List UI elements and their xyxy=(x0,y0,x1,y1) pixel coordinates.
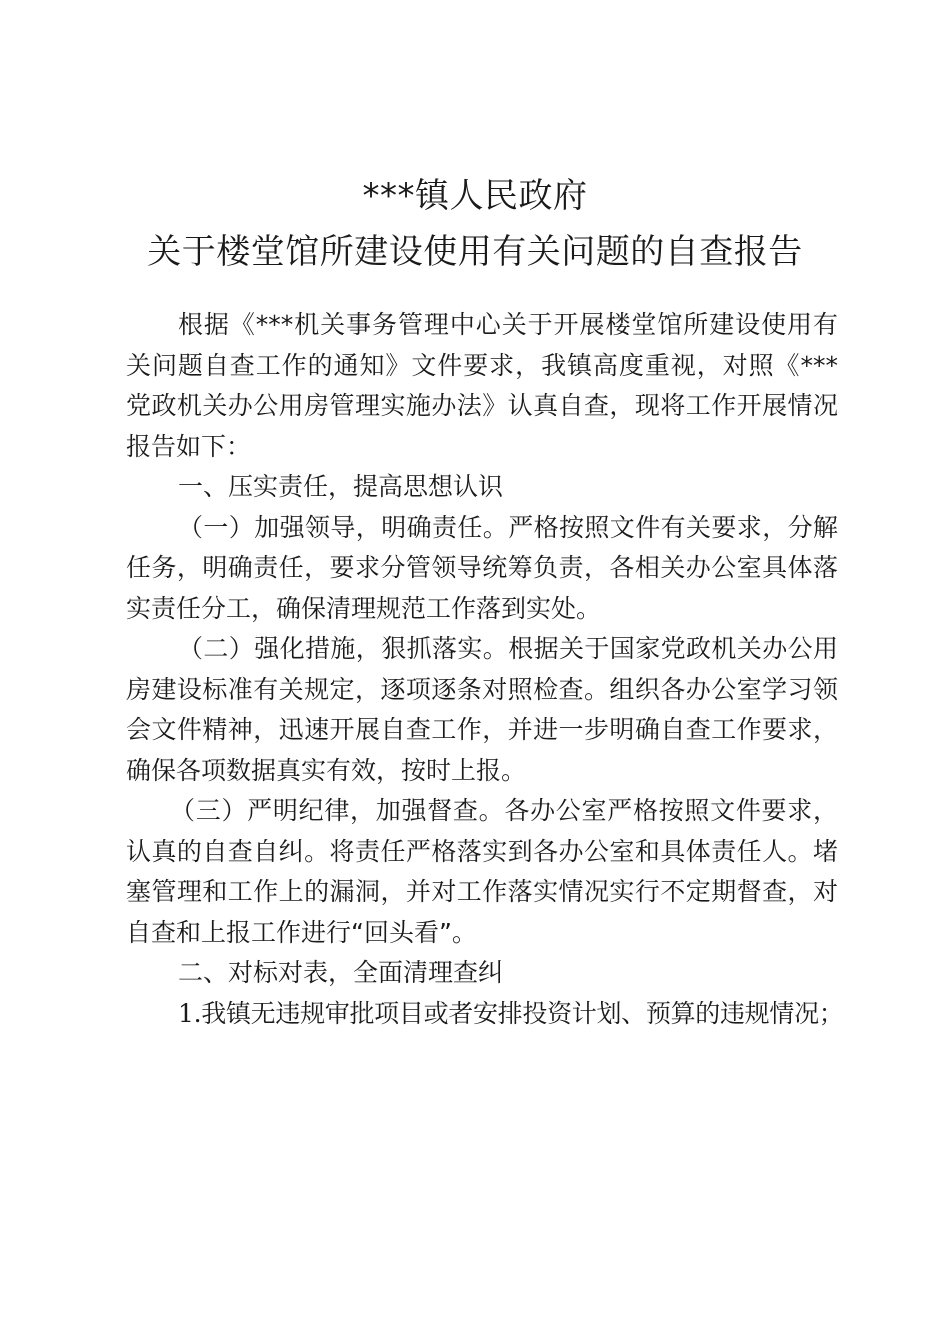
section-1-item-3: （三）严明纪律，加强督查。各办公室严格按照文件要求，认真的自查自纠。将责任严格落实到各办公室和具体责任人。堵塞管理和工作上的漏洞，并对工作落实情况实行不定期督查，对自查和上报工作进行“回头看”。 xyxy=(126,796,838,947)
section-1-item-1: （一）加强领导，明确责任。严格按照文件有关要求，分解任务，明确责任，要求分管领导统筹负责，各相关办公室具体落实责任分工，确保清理规范工作落到实处。 xyxy=(126,512,838,623)
section-2-item-1 xyxy=(126,994,844,1035)
section-1-item-2: （二）强化措施，狠抓落实。根据关于国家党政机关办公用房建设标准有关规定，逐项逐条对照检查。组织各办公室学习领会文件精神，迅速开展自查工作，并进一步明确自查工作要求， 确保各项数据真实有效，按时上报。 xyxy=(126,634,838,785)
list-item-text: 我镇无违规审批项目或者安排投资计划、预算的违规情况； xyxy=(201,998,844,1028)
document-title xyxy=(0,168,950,280)
title-line-2: 关于楼堂馆所建设使用有关问题的自查报告 xyxy=(147,232,803,272)
section-2-heading: 二、对标对表，全面清理查纠 xyxy=(178,958,504,987)
title-line-1: ***镇人民政府 xyxy=(362,176,588,216)
intro-paragraph: 根据《***机关事务管理中心关于开展楼堂馆所建设使用有关问题自查工作的通知》文件要求，我镇高度重视，对照《***党政机关办公用房管理实施办法》认真自查，现将工作开展情况报告如下： xyxy=(126,310,838,461)
list-number: 1. xyxy=(178,998,202,1028)
document-body xyxy=(126,305,844,1034)
section-1-heading: 一、压实责任，提高思想认识 xyxy=(178,472,504,501)
